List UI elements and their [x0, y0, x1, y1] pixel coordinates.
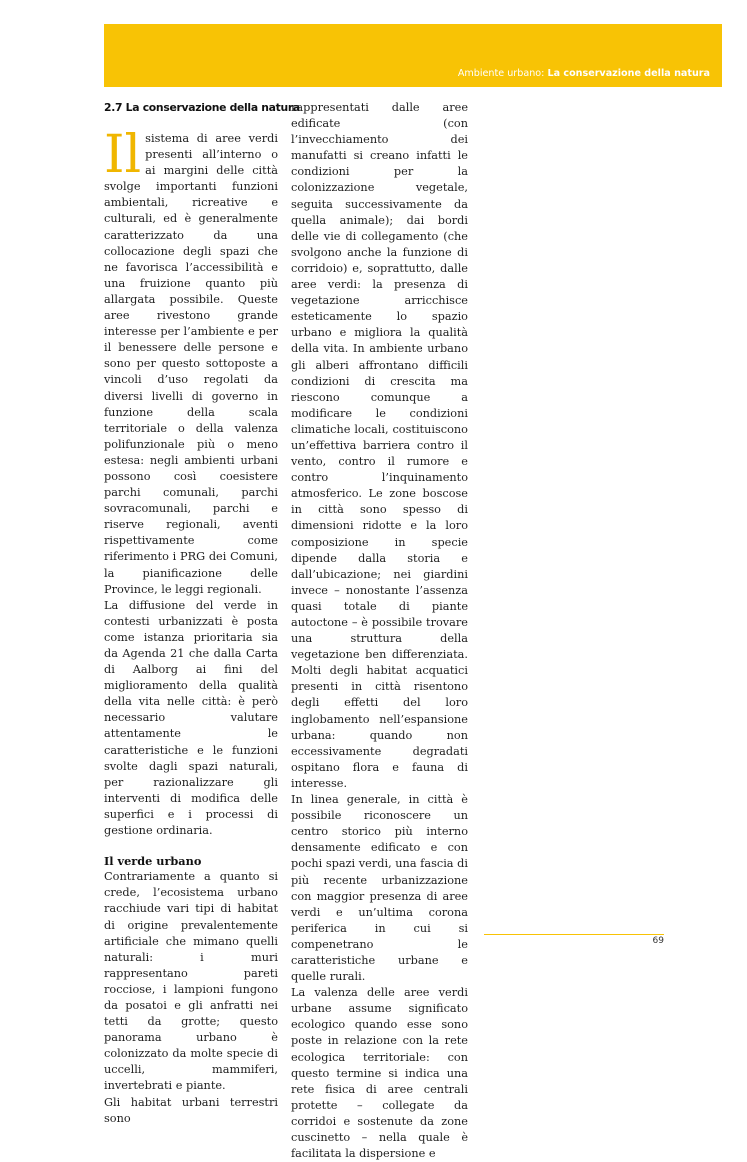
running-head-title: La conservazione della natura — [547, 68, 710, 79]
left-column — [104, 100, 300, 1127]
paragraph-agenda21: La diffusione del verde in contesti urbanizzati è posta come istanza prioritaria sia da Agenda 21 che dalla Carta di Aalborg ai fini del miglioramento della qualità della vita nelle città: è però necessario valutare attentamente le caratteristiche e le funzioni svolte dagli spazi naturali, per razionalizzare gli interventi di modifica delle superfici e i processi di gestione ordinaria. — [104, 598, 278, 838]
paragraph-ecosistema: Contrariamente a quanto si crede, l’ecosistema urbano racchiude vari tipi di habitat di origine prevalentemente artificiale che mimano quelli naturali: i muri rappresentano pareti rocciose, i lampioni fungono da posatoi e gli anfratti nei tetti da grotte; questo panorama urbano è colonizzato da molte specie di uccelli, mammiferi, invertebrati e piante. — [104, 870, 278, 1093]
paragraph-intro: sistema di aree verdi presenti all’interno o ai margini delle città svolge importanti funzioni ambientali, ricreative e culturali, ed è generalmente caratterizzato da una collocazione degli spazi che ne favorisca l’accessibilità e una fruizione quanto più allargata possibile. Queste aree rivestono grande interesse per l’ambiente e per il benessere delle persone e sono per questo sottoposte a vincoli d’uso regolati da diversi livelli di governo in funzione della scala territoriale o della valenza polifunzionale più o meno estesa: negli ambienti urbani possono così coesistere parchi comunali, parchi sovracomunali, parchi e riserve regionali, aventi rispettivamente come riferimento i PRG dei Comuni, la pianificazione delle Province, le leggi regionali. — [104, 132, 278, 596]
paragraph-valenza: La valenza delle aree verdi urbane assume significato ecologico quando esse sono poste in relazione con la rete ecologica territoriale: con questo termine si indica una rete fisica di aree centrali protette – collegate da corridoi e sostenute da zone cuscinetto – nella quale è facilitata la dispersione e — [291, 986, 468, 1161]
paragraph-habitat-start: Gli habitat urbani terrestri sono — [104, 1095, 278, 1125]
drop-cap: Il — [104, 125, 142, 185]
subheading-verde-urbano: Il verde urbano — [104, 854, 202, 869]
running-head-section: Ambiente urbano: — [457, 68, 545, 79]
page-number: 69 — [652, 936, 664, 946]
footer-rule — [484, 934, 664, 935]
section-heading: 2.7 La conservazione della natura — [104, 101, 300, 114]
header-band — [104, 24, 722, 87]
intro-block — [104, 125, 278, 598]
running-head — [458, 68, 710, 79]
paragraph-habitat-continued: rappresentati dalle aree edificate (con l’invecchiamento dei manufatti si creano infatti le condizioni per la colonizzazione vegetale, seguita successivamente da quella animale); dai bordi delle vie di collegamento (che svolgono anche la funzione di corridoio) e, soprattutto, dalle aree verdi: la presenza di vegetazione arricchisce esteticamente lo spazio urbano e migliora la qualità della vita. In ambiente urbano gli alberi affrontano difficili condizioni di crescita ma riescono comunque a modificare le condizioni climatiche locali, costituiscono un’effettiva barriera contro il vento, contro il rumore e contro l’inquinamento atmosferico. Le zone boscose in città sono spesso di dimensioni ridotte e la loro composizione in specie dipende dalla storia e dall’ubicazione; nei giardini invece – nonostante l’assenza quasi totale di piante autoctone – è possibile trovare una struttura della vegetazione ben differenziata. Molti degli habitat acquatici presenti in città risentono degli effetti del loro inglobamento nell’espansione urbana: quando non eccessivamente degradati ospitano flora e fauna di interesse. — [291, 101, 468, 790]
paragraph-linea-generale: In linea generale, in città è possibile riconoscere un centro storico più interno densamente edificato e con pochi spazi verdi, una fascia di più recente urbanizzazione con maggior presenza di aree verdi e un’ultima corona periferica in cui si compenetrano le caratteristiche urbane e quelle rurali. — [291, 793, 468, 984]
right-column — [291, 100, 468, 1162]
